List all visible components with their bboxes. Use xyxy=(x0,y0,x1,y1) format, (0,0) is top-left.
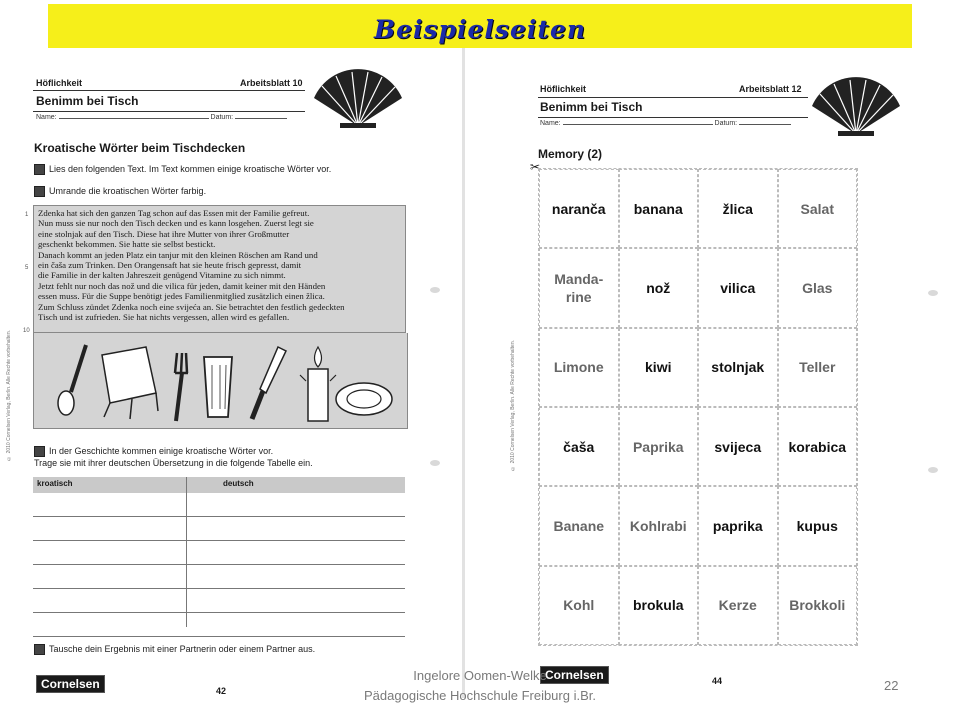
task-table-instruction: Trage sie mit ihrer deutschen Übersetzung in die folgende Tabelle ein. xyxy=(34,458,313,468)
slide-number: 22 xyxy=(884,678,899,693)
table-row[interactable] xyxy=(33,565,405,589)
memory-card[interactable] xyxy=(698,248,778,327)
left-date-label: Datum: xyxy=(210,114,234,121)
card-label: Glas xyxy=(802,279,833,296)
worksheet-right xyxy=(468,50,960,700)
card-label: Kohl xyxy=(563,597,595,614)
memory-card-grid xyxy=(538,168,858,646)
column-header: deutsch xyxy=(223,479,254,488)
story-line: die Familie in der kalten Jahreszeit genügend Vitamine zu sich nimmt. xyxy=(38,270,286,281)
left-name-label: Name: xyxy=(36,114,57,121)
story-line: Tisch und ist zufrieden. Sie hat nichts vergessen, allen wird es gefallen. xyxy=(38,312,290,323)
card-label: Brokkoli xyxy=(789,597,846,614)
card-label: rine xyxy=(565,288,592,305)
fork-icon xyxy=(175,353,188,421)
story-line: eine stolnjak auf den Tisch. Diese hat ihre Mutter von ihrer Großmutter xyxy=(38,228,290,239)
story-line: geschenkt bekommen. Sie hatte sie selbst bestickt. xyxy=(38,239,216,250)
card-label: vilica xyxy=(720,279,756,296)
card-label: Manda- xyxy=(554,270,604,287)
task-circle: Umrande die kroatischen Wörter farbig. xyxy=(49,186,207,196)
pencil-icon xyxy=(34,186,45,197)
left-topic: Höflichkeit xyxy=(36,78,83,88)
partners-icon xyxy=(34,644,45,655)
worksheet-left xyxy=(0,50,460,700)
memory-card[interactable] xyxy=(539,566,619,645)
card-label: Banane xyxy=(553,517,605,534)
story-text xyxy=(33,205,406,333)
card-label: Teller xyxy=(799,359,836,376)
memory-card[interactable] xyxy=(698,328,778,407)
card-label: Limone xyxy=(553,359,604,376)
card-label: Kerze xyxy=(718,597,757,614)
card-label: Kohlrabi xyxy=(629,517,687,534)
card-label: Paprika xyxy=(632,438,684,455)
task-exchange: Tausche dein Ergebnis mit einer Partnerin oder einem Partner aus. xyxy=(49,644,316,654)
story-line: Nun muss sie nur noch den Tisch decken und es kann losgehen. Zuerst legt sie xyxy=(38,218,314,229)
card-label: brokula xyxy=(632,597,684,614)
table-row[interactable] xyxy=(33,493,405,517)
card-label: banana xyxy=(633,200,683,217)
card-label: kiwi xyxy=(645,359,672,376)
memory-card[interactable] xyxy=(698,566,778,645)
story-line: Zum Schluss zündet Zdenka noch eine svijeća an. Sie betrachtet den festlich gedeckten xyxy=(38,301,345,312)
story-line: Jetzt fehlt nur noch das nož und die vilica für jeden, damit keiner mit den Händen xyxy=(38,280,326,291)
pencil-icon xyxy=(34,446,45,457)
memory-card[interactable] xyxy=(619,486,699,565)
table-row[interactable] xyxy=(33,517,405,541)
card-label: korabica xyxy=(788,438,847,455)
punch-hole xyxy=(430,287,440,293)
memory-card[interactable] xyxy=(778,566,858,645)
page-number: 44 xyxy=(712,676,723,686)
memory-card[interactable] xyxy=(619,328,699,407)
card-label: svijeca xyxy=(714,438,762,455)
memory-card[interactable] xyxy=(619,566,699,645)
story-line: Zdenka hat sich den ganzen Tag schon auf das Essen mit der Familie gefreut. xyxy=(38,208,310,218)
memory-card[interactable] xyxy=(539,248,619,327)
glass-icon xyxy=(204,357,232,417)
memory-heading: Memory (2) xyxy=(538,147,603,161)
memory-card[interactable] xyxy=(698,486,778,565)
memory-card[interactable] xyxy=(778,407,858,486)
title-banner xyxy=(48,4,912,48)
knife-icon xyxy=(252,347,286,419)
candle-icon xyxy=(300,347,336,421)
punch-hole xyxy=(928,290,938,296)
right-sheet-title: Benimm bei Tisch xyxy=(540,100,643,114)
memory-card[interactable] xyxy=(619,169,699,248)
line-number: 10 xyxy=(23,328,30,334)
memory-card[interactable] xyxy=(539,486,619,565)
left-sheet-number: Arbeitsblatt 10 xyxy=(240,78,303,88)
fan-icon xyxy=(310,68,406,130)
task-read: Lies den folgenden Text. Im Text kommen einige kroatische Wörter vor. xyxy=(49,164,332,174)
column-header: kroatisch xyxy=(37,479,73,488)
copyright-note: © 2010 Cornelsen Verlag, Berlin. Alle Rechte vorbehalten. xyxy=(510,340,516,471)
copyright-note: © 2010 Cornelsen Verlag, Berlin. Alle Rechte vorbehalten. xyxy=(6,330,12,461)
card-label: kupus xyxy=(796,517,838,534)
line-number: 1 xyxy=(25,212,29,218)
publisher-logo: Cornelsen xyxy=(540,666,609,684)
memory-card[interactable] xyxy=(778,169,858,248)
memory-card[interactable] xyxy=(778,248,858,327)
fan-icon xyxy=(808,76,904,138)
right-name-label: Name: xyxy=(540,120,561,127)
translation-table xyxy=(33,477,405,637)
plate-icon xyxy=(336,383,392,415)
memory-card[interactable] xyxy=(698,407,778,486)
card-label: nož xyxy=(646,279,671,296)
line-number: 5 xyxy=(25,265,29,271)
left-heading: Kroatische Wörter beim Tischdecken xyxy=(34,141,246,155)
story-line: Danach kommt an jeden Platz ein tanjur mit den kleinen Röschen am Rand und xyxy=(38,249,318,260)
memory-card[interactable] xyxy=(778,486,858,565)
page-number: 42 xyxy=(216,686,227,696)
memory-card[interactable] xyxy=(539,328,619,407)
spoon-icon xyxy=(58,345,86,415)
memory-card[interactable] xyxy=(619,407,699,486)
table-row[interactable] xyxy=(33,589,405,613)
page-divider xyxy=(462,48,465,698)
table-row[interactable] xyxy=(33,541,405,565)
right-date-label: Datum: xyxy=(714,120,738,127)
scissors-icon: ✂ xyxy=(530,160,541,174)
slide-footer xyxy=(340,666,620,706)
card-label: žlica xyxy=(722,200,753,217)
left-sheet-title: Benimm bei Tisch xyxy=(36,94,139,108)
right-sheet-number: Arbeitsblatt 12 xyxy=(739,84,802,94)
footer-author: Ingelore Oomen-Welke xyxy=(413,668,547,683)
memory-card[interactable] xyxy=(778,328,858,407)
story-line: ein čaša zum Trinken. Den Orangensaft hat sie heute frisch gepresst, damit xyxy=(38,260,302,271)
right-topic: Höflichkeit xyxy=(540,84,587,94)
punch-hole xyxy=(928,467,938,473)
card-label: stolnjak xyxy=(711,359,765,376)
card-label: naranča xyxy=(551,200,606,217)
story-line: essen muss. Für die Suppe benötigt jedes Familienmitglied zusätzlich einen žlica. xyxy=(38,291,325,302)
tablecloth-icon xyxy=(102,347,158,419)
footer-institution: Pädagogische Hochschule Freiburg i.Br. xyxy=(364,688,596,703)
memory-card[interactable] xyxy=(539,407,619,486)
card-label: paprika xyxy=(712,517,763,534)
table-items-illustration xyxy=(33,333,408,429)
task-table-intro: In der Geschichte kommen einige kroatische Wörter vor. xyxy=(49,446,274,456)
memory-card[interactable] xyxy=(539,169,619,248)
memory-card[interactable] xyxy=(619,248,699,327)
publisher-logo: Cornelsen xyxy=(36,675,105,693)
memory-card[interactable] xyxy=(698,169,778,248)
book-icon xyxy=(34,164,45,175)
table-row[interactable] xyxy=(33,613,405,637)
banner-title: Beispielseiten xyxy=(373,15,587,44)
card-label: Salat xyxy=(800,200,834,217)
card-label: čaša xyxy=(563,438,595,455)
punch-hole xyxy=(430,460,440,466)
